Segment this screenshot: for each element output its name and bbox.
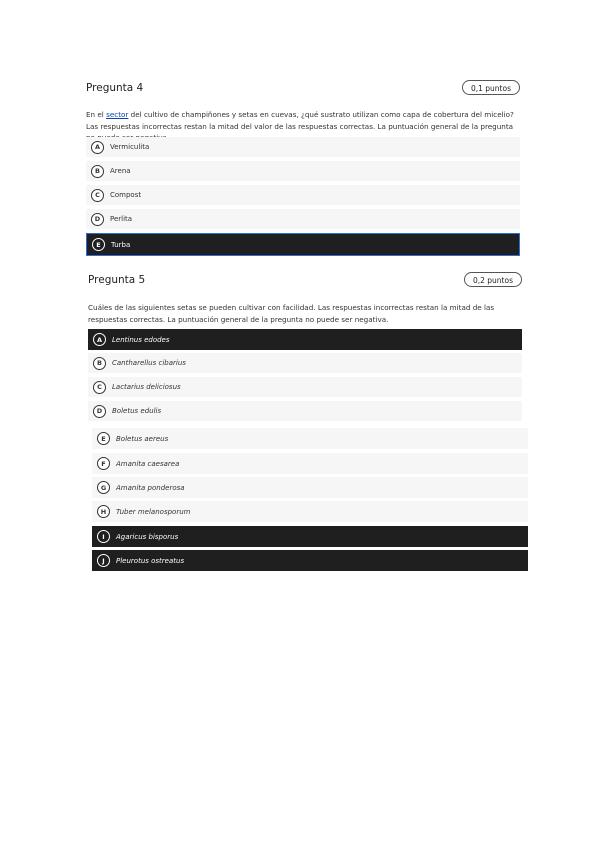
option-label: Tuber melanosporum — [116, 507, 191, 516]
question-4-points: 0,1 puntos — [462, 80, 520, 95]
option-letter-i: I — [97, 530, 110, 543]
question-4-text-before: En el — [86, 110, 107, 119]
question-5-points: 0,2 puntos — [464, 272, 522, 287]
option-label: Lactarius deliciosus — [112, 383, 181, 391]
option-label: Compost — [110, 191, 142, 199]
option-letter-d: D — [93, 405, 106, 418]
option-label: Lentinus edodes — [112, 335, 170, 344]
option-5c[interactable] — [88, 377, 522, 398]
option-letter-g: G — [97, 481, 110, 494]
option-5i-selected[interactable] — [92, 526, 528, 548]
option-letter-j: J — [97, 554, 110, 567]
question-4-link[interactable]: sector — [106, 110, 129, 119]
question-4 — [86, 80, 520, 260]
option-letter-d: D — [91, 213, 104, 226]
option-4d[interactable] — [86, 209, 520, 230]
option-5h[interactable] — [92, 501, 528, 523]
option-5j-selected[interactable] — [92, 550, 528, 572]
option-4c[interactable] — [86, 185, 520, 206]
option-5b[interactable] — [88, 353, 522, 374]
option-label: Turba — [111, 240, 131, 249]
option-label: Cantharellus cibarius — [112, 359, 186, 367]
question-4-text-after: del cultivo de champiñones y setas en cuevas, ¿qué sustrato utilizan como capa de cobertura del micelio? Las respuestas incorrectas restan la mitad del valor de las respuestas correctas. La puntuación general de la pregunta — [86, 110, 514, 131]
question-5-title: Pregunta 5 — [88, 274, 146, 286]
option-4b[interactable] — [86, 161, 520, 182]
option-letter-b: B — [91, 165, 104, 178]
option-label: Vermiculita — [110, 143, 150, 151]
option-label: Boletus edulis — [112, 407, 162, 415]
option-label: Perlita — [110, 215, 133, 223]
question-5-text: Cuáles de las siguientes setas se pueden cultivar con facilidad. Las respuestas incorrectas restan la mitad de las respuestas correctas. La puntuación general de la pregunta no puede ser negativa. — [88, 303, 495, 324]
option-5f[interactable] — [92, 453, 528, 475]
option-5a-selected[interactable] — [88, 329, 522, 351]
option-label: Boletus aereus — [116, 434, 169, 443]
option-label: Amanita ponderosa — [116, 483, 185, 492]
option-label: Pleurotus ostreatus — [116, 556, 185, 565]
question-4-title: Pregunta 4 — [86, 82, 144, 94]
option-letter-c: C — [91, 189, 104, 202]
option-letter-e: E — [97, 432, 110, 445]
option-4a[interactable] — [86, 137, 520, 158]
option-letter-a: A — [93, 333, 106, 346]
question-5 — [88, 270, 528, 580]
option-letter-c: C — [93, 381, 106, 394]
option-4e-selected[interactable] — [86, 233, 520, 256]
option-5d[interactable] — [88, 401, 522, 422]
option-label: Arena — [110, 167, 131, 175]
option-letter-b: B — [93, 357, 106, 370]
option-label: Agaricus bisporus — [116, 532, 179, 541]
option-letter-f: F — [97, 457, 110, 470]
option-5e[interactable] — [92, 428, 528, 450]
option-letter-h: H — [97, 505, 110, 518]
option-letter-e: E — [92, 238, 105, 251]
option-label: Amanita caesarea — [116, 459, 180, 468]
option-5g[interactable] — [92, 477, 528, 499]
option-letter-a: A — [91, 141, 104, 154]
